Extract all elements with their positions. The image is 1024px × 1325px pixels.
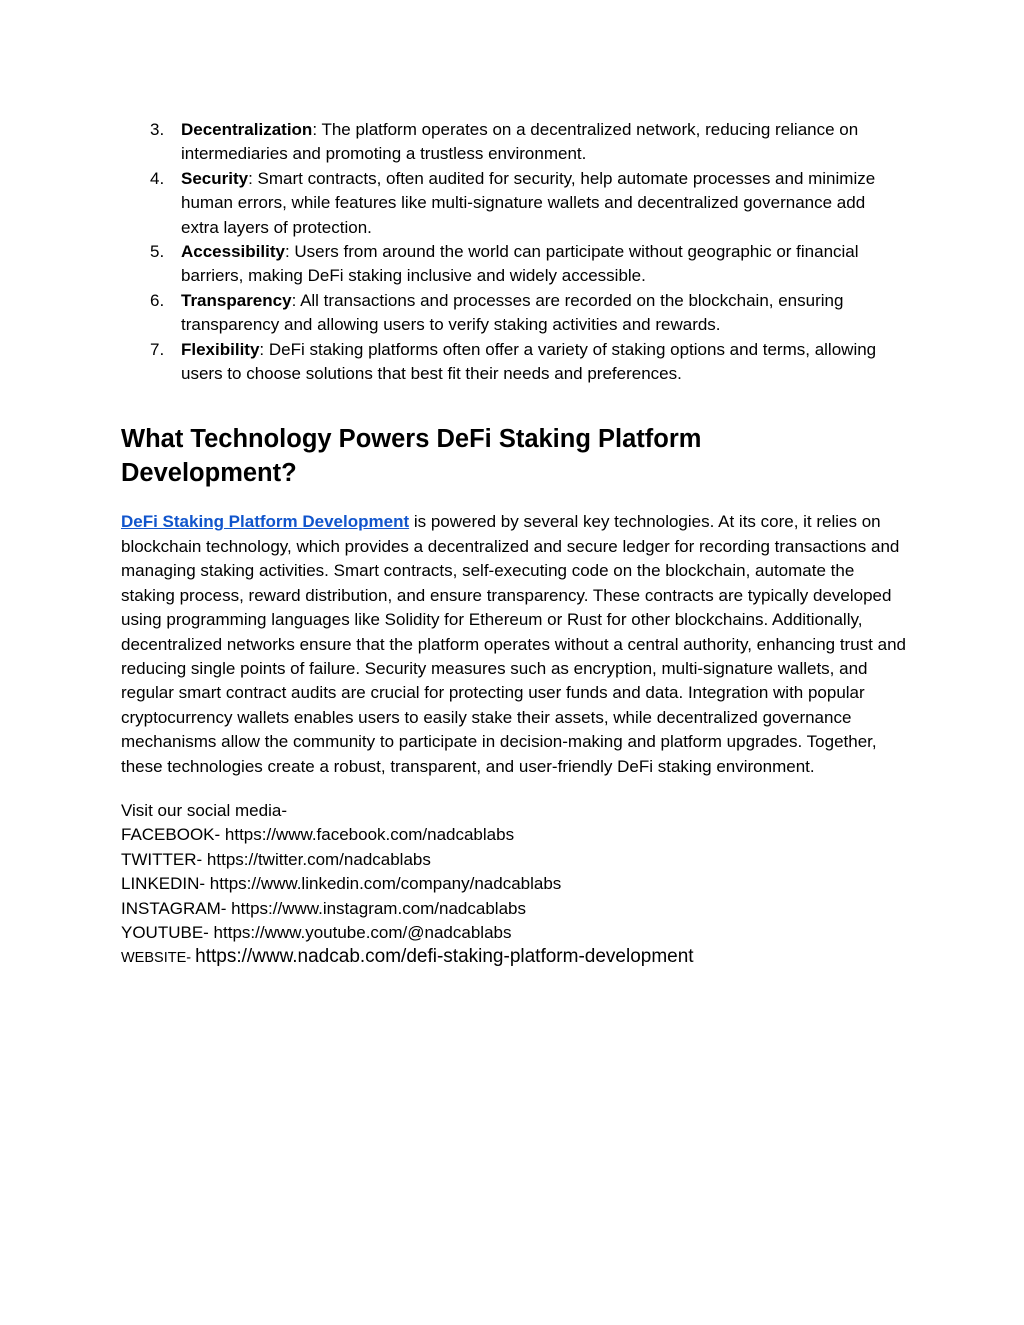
website-url: https://www.nadcab.com/defi-staking-platform-development <box>195 946 694 968</box>
list-item-number: 4. <box>150 168 165 188</box>
list-item-term: Decentralization <box>181 120 313 139</box>
website-label: WEBSITE- <box>121 950 196 967</box>
section-heading: What Technology Powers DeFi Staking Platform Development? <box>121 425 702 488</box>
list-item-text: : All transactions and processes are recorded on the blockchain, ensuring transparency and allowing users to verify staking activities and rewards. <box>181 290 844 335</box>
list-item-term: Security <box>181 168 249 188</box>
website-line <box>121 945 906 970</box>
document-page <box>121 118 906 971</box>
social-intro: Visit our social media- <box>121 800 287 820</box>
youtube-line: YOUTUBE- https://www.youtube.com/@nadcablabs <box>121 922 512 942</box>
list-item-term: Transparency <box>181 290 292 310</box>
list-item-term: Accessibility <box>181 242 285 262</box>
facebook-line: FACEBOOK- https://www.facebook.com/nadcablabs <box>121 825 515 845</box>
list-item <box>121 167 906 240</box>
paragraph-text: is powered by several key technologies. At its core, it relies on blockchain technology, which provides a decentralized and secure ledger for recording transactions and managing staking activities. Smart contracts, self-executing code on the blockchain, automate the staking process, reward distribution, and ensure transparency. These contracts are typically developed using programming languages like Solidity for Ethereum or Rust for other blockchains. Additionally, decentralized networks ensure that the platform operates without a central authority, enhancing trust and reducing single points of failure. Security measures such as encryption, multi-signature wallets, and regular smart contract audits are crucial for protecting user funds and data. Integration with popular cryptocurrency wallets enables users to easily stake their assets, while decentralized governance mechanisms allow the community to participate in decision-making and platform upgrades. Together, these technologies create a robust, transparent, and user-friendly DeFi staking environment. <box>121 512 906 776</box>
list-item-number: 5. <box>150 242 165 262</box>
list-item <box>121 289 906 338</box>
list-item <box>121 118 906 167</box>
social-media-block <box>121 799 906 971</box>
defi-staking-link[interactable]: DeFi Staking Platform Development <box>121 512 410 532</box>
list-item-text: : Smart contracts, often audited for security, help automate processes and minimize human errors, while features like multi-signature wallets and decentralized governance add extra layers of protection. <box>181 168 876 237</box>
linkedin-line: LINKEDIN- https://www.linkedin.com/company/nadcablabs <box>121 874 562 894</box>
list-item-number: 7. <box>150 339 165 359</box>
list-item-text: : The platform operates on a decentralized network, reducing reliance on intermediaries and promoting a trustless environment. <box>181 120 859 164</box>
list-item-number: 6. <box>150 290 165 310</box>
list-item-text: : DeFi staking platforms often offer a variety of staking options and terms, allowing users to choose solutions that best fit their needs and preferences. <box>181 339 877 384</box>
features-list <box>121 118 906 386</box>
list-item-number: 3. <box>150 120 165 139</box>
instagram-line: INSTAGRAM- https://www.instagram.com/nadcablabs <box>121 898 526 918</box>
list-item-term: Flexibility <box>181 339 260 359</box>
list-item-text: : Users from around the world can participate without geographic or financial barriers, making DeFi staking inclusive and widely accessible. <box>181 242 859 286</box>
list-item <box>121 240 906 289</box>
list-item <box>121 338 906 387</box>
twitter-line: TWITTER- https://twitter.com/nadcablabs <box>121 849 431 869</box>
section-paragraph <box>121 510 906 778</box>
